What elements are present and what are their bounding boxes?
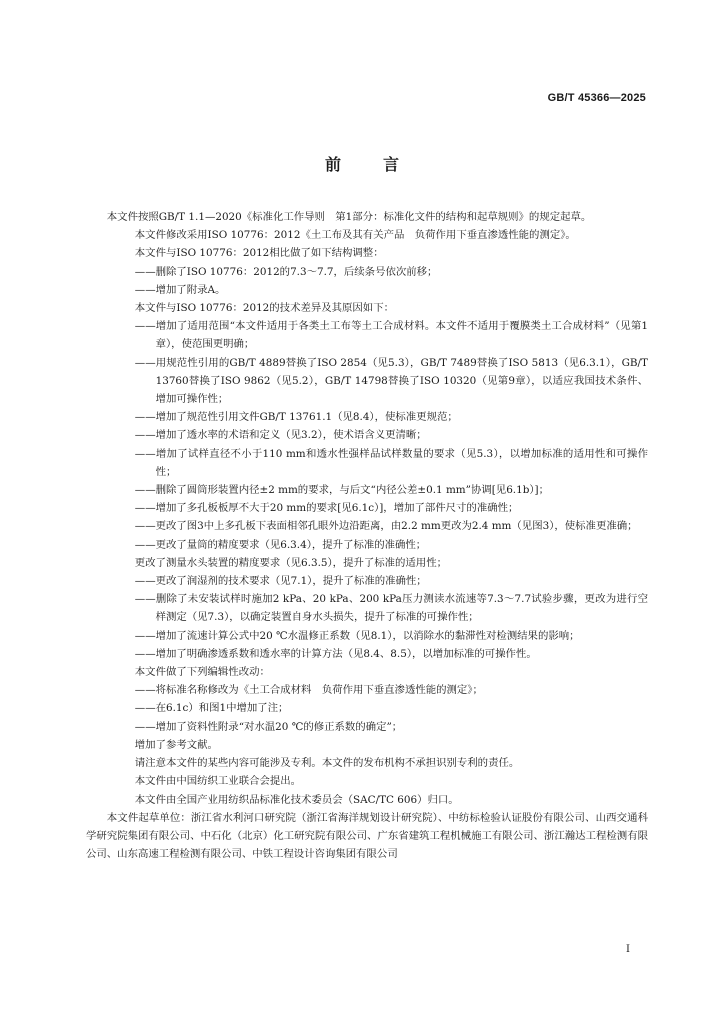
paragraph: 本文件起草单位：浙江省水利河口研究院（浙江省海洋规划设计研究院）、中纺标检验认证股份有限公司、山西交通科学研究院集团有限公司、中石化（北京）化工研究院有限公司、广东省建筑工程机械施工有限公司、浙江瀚达工程检测有限公司、山东高速工程检测有限公司、中铁工程设计咨询集团有限公司 <box>86 811 648 861</box>
paragraph: 本文件修改采用ISO 10776：2012《土工布及其有关产品 负荷作用下垂直渗透性能的测定》。 <box>134 229 576 242</box>
list-item: ——在6.1c）和图1中增加了注； <box>134 702 289 715</box>
paragraph: 本文件由中国纺织工业联合会提出。 <box>134 775 302 788</box>
list-item: 更改了测量水头装置的精度要求（见6.3.5），提升了标准的适用性； <box>134 556 447 569</box>
paragraph: 本文件与ISO 10776：2012相比做了如下结构调整： <box>134 247 384 260</box>
list-item: 增加了参考文献。 <box>134 738 218 751</box>
list-item: ——增加了试样直径不小于110 mm和透水性强样品试样数量的要求（见5.3），以增加标准的适用性和可操作性； <box>134 447 648 478</box>
list-item: ——更改了量筒的精度要求（见6.3.4），提升了标准的准确性； <box>134 538 427 551</box>
paragraph: 请注意本文件的某些内容可能涉及专利。本文件的发布机构不承担识别专利的责任。 <box>134 757 520 770</box>
list-item: ——增加了适用范围“本文件适用于各类土工布等土工合成材料。本文件不适用于覆膜类土工合成材料”（见第1章），使范围更明确； <box>134 320 648 351</box>
list-item: ——增加了附录A。 <box>134 283 226 296</box>
page-number: I <box>626 944 630 955</box>
paragraph: 本文件按照GB/T 1.1—2020《标准化工作导则 第1部分：标准化文件的结构和起草规则》的规定起草。 <box>106 211 592 223</box>
document-body <box>86 208 648 863</box>
list-item: ——更改了润湿剂的技术要求（见7.1），提升了标准的准确性； <box>134 575 427 588</box>
list-item: ——增加了资料性附录“对水温20 ℃的修正系数的确定”； <box>134 720 403 733</box>
paragraph: 本文件做了下列编辑性改动： <box>134 666 270 679</box>
list-item: ——增加了流速计算公式中20 ℃水温修正系数（见8.1），以消除水的黏滞性对检测结果的影响； <box>134 629 580 642</box>
list-item: ——用规范性引用的GB/T 4889替换了ISO 2854（见5.3），GB/T 7489替换了ISO 5813（见6.3.1），GB/T 13760替换了ISO 9862（见5.2），GB/T 14798替换了ISO 10320（见第9章），以适应我国技术条件、增加可操作性； <box>134 356 648 406</box>
list-item: ——增加了多孔板板厚不大于20 mm的要求[见6.1c）]，增加了部件尺寸的准确性； <box>134 502 519 515</box>
list-item: ——将标准名称修改为《土工合成材料 负荷作用下垂直渗透性能的测定》； <box>134 684 483 697</box>
list-item: ——增加了明确渗透系数和透水率的计算方法（见8.4、8.5），以增加标准的可操作性。 <box>134 647 537 660</box>
paragraph: 本文件由全国产业用纺织品标准化技术委员会（SAC/TC 606）归口。 <box>134 793 459 806</box>
list-item: ——删除了未安装试样时施加2 kPa、20 kPa、200 kPa压力测读水流速等7.3～7.7试验步骤，更改为进行空样测定（见7.3），以确定装置自身水头损失，提升了标准的可操作性； <box>134 593 648 624</box>
list-item: ——删除了圆筒形装置内径±2 mm的要求，与后文“内径公差±0.1 mm”协调[见6.1b）]； <box>134 484 550 497</box>
list-item: ——删除了ISO 10776：2012的7.3～7.7，后续条号依次前移； <box>134 265 438 278</box>
list-item: ——增加了规范性引用文件GB/T 13761.1（见8.4），使标准更规范； <box>134 411 458 424</box>
paragraph: 本文件与ISO 10776：2012的技术差异及其原因如下： <box>134 302 394 315</box>
standard-code: GB/T 45366—2025 <box>547 92 646 104</box>
list-item: ——更改了图3中上多孔板下表面相邻孔眼外边沿距离，由2.2 mm更改为2.4 mm（见图3），使标准更准确； <box>134 520 638 533</box>
list-item: ——增加了透水率的术语和定义（见3.2），使术语含义更清晰； <box>134 429 427 442</box>
page-title: 前言 <box>324 155 441 174</box>
